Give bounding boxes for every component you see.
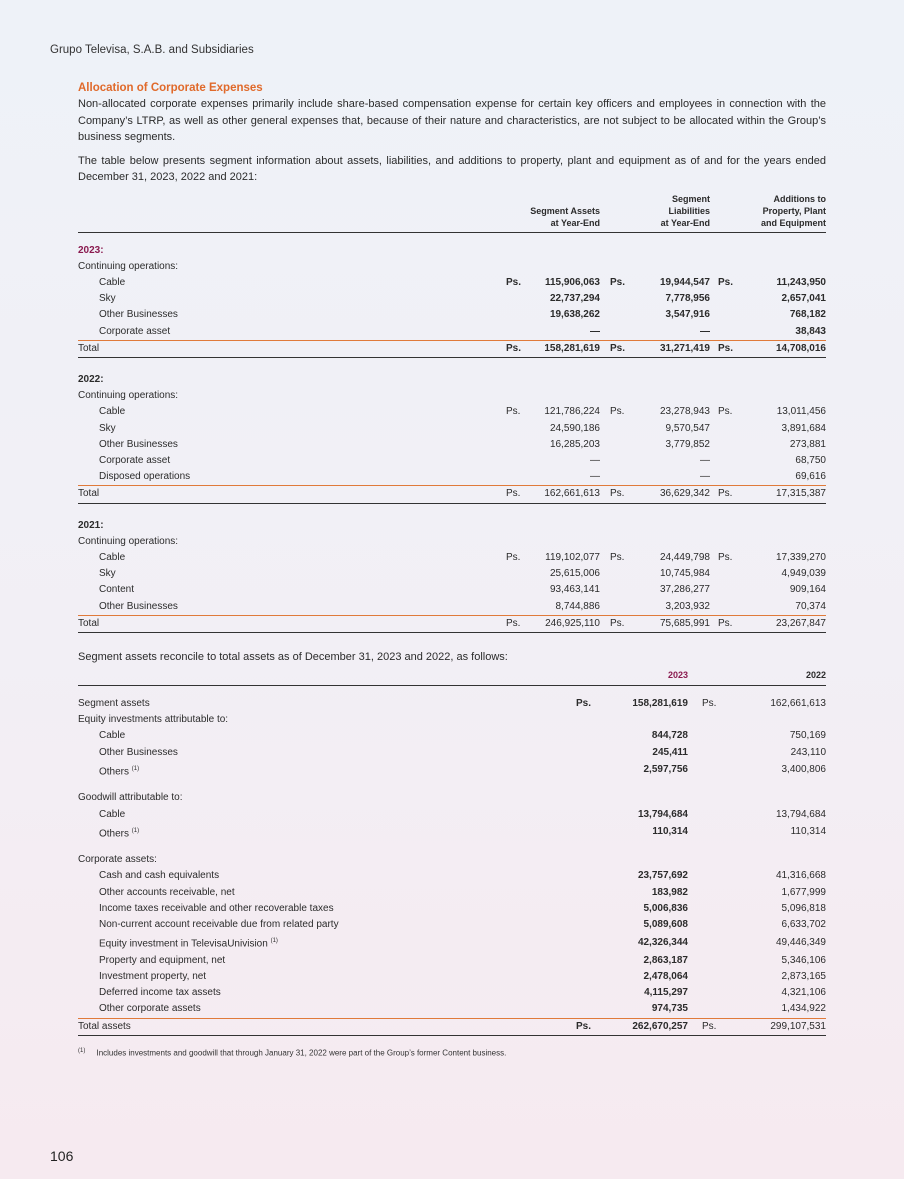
table-row: Cable Ps. 119,102,077 Ps. 24,449,798 Ps. 17,339,270 (99, 551, 826, 563)
table-row: Cash and cash equivalents 23,757,692 41,316,668 (99, 870, 826, 882)
year-2021-label: 2021: (78, 519, 104, 531)
recon-table (78, 669, 826, 1036)
table-row: Disposed operations — — 69,616 (99, 471, 826, 483)
recon-header-row: 2023 2022 (78, 669, 826, 686)
total-row-2023: Total Ps. 158,281,619 Ps. 31,271,419 Ps. 14,708,016 (78, 340, 826, 357)
table-row: Cable 13,794,684 13,794,684 (99, 808, 826, 820)
table-row: Other corporate assets 974,735 1,434,922 (99, 1003, 826, 1015)
table-row: Content 93,463,141 37,286,277 909,164 (99, 584, 826, 596)
table-row: Others $^{(1)}$ 2,597,756 3,400,806 (99, 764, 826, 778)
page-number: 106 (50, 1148, 74, 1164)
continuing-2022: Continuing operations: (78, 390, 179, 402)
table-row: Sky 22,737,294 7,778,956 2,657,041 (99, 293, 826, 305)
table-row: Other Businesses 19,638,262 3,547,916 768,182 (99, 309, 826, 321)
table-row: Others $^{(1)}$ 110,314 110,314 (99, 826, 826, 840)
table-row: Corporate asset — — 68,750 (99, 454, 826, 466)
table-row: Other Businesses 8,744,886 3,203,932 70,374 (99, 600, 826, 612)
footnote: $^{(1)}$ Includes investments and goodwill that through January 31, 2022 were part of the Group’s former Content business. (78, 1047, 507, 1058)
company-header: Grupo Televisa, S.A.B. and Subsidiaries (50, 44, 254, 56)
segment-assets-row: Segment assets Ps. 158,281,619 Ps. 162,661,613 (78, 697, 826, 709)
year-2023-label: 2023: (78, 244, 104, 256)
year-2022-label: 2022: (78, 373, 104, 385)
segment-table (78, 193, 826, 633)
table-row: Deferred income tax assets 4,115,297 4,321,106 (99, 987, 826, 999)
recon-title: Segment assets reconcile to total assets as of December 31, 2023 and 2022, as follows: (78, 650, 508, 663)
segment-header-row-2: Segment Assets Liabilities Property, Plant (530, 205, 826, 216)
total-row-2021: Total Ps. 246,925,110 Ps. 75,685,991 Ps. 23,267,847 (78, 615, 826, 632)
table-row: Cable Ps. 115,906,063 Ps. 19,944,547 Ps. 11,243,950 (99, 276, 826, 288)
equity-label-row: Equity investments attributable to: (78, 714, 229, 726)
table-row: Non-current account receivable due from related party 5,089,608 6,633,702 (99, 919, 826, 931)
table-row: Cable Ps. 121,786,224 Ps. 23,278,943 Ps. 13,011,456 (99, 406, 826, 418)
continuing-2023: Continuing operations: (78, 260, 179, 272)
page-content (78, 80, 826, 1057)
total-row-2022: Total Ps. 162,661,613 Ps. 36,629,342 Ps. 17,315,387 (78, 486, 826, 503)
continuing-2021: Continuing operations: (78, 535, 179, 547)
paragraph-table-intro: The table below presents segment information about assets, liabilities, and additions to property, plant and equipment as of and for the years ended December 31, 2023, 2022 and 2021: (78, 154, 826, 183)
table-row: Corporate asset — — 38,843 (99, 325, 826, 337)
table-row: Investment property, net 2,478,064 2,873,165 (99, 971, 826, 982)
table-row: Sky 25,615,006 10,745,984 4,949,039 (99, 568, 826, 580)
section-title: Allocation of Corporate Expenses (78, 82, 263, 94)
table-row: Other Businesses 16,285,203 3,779,852 273,881 (99, 438, 826, 450)
segment-header-row-1: Segment Additions to (671, 193, 826, 204)
table-row: Cable 844,728 750,169 (99, 730, 826, 742)
table-row: Other accounts receivable, net 183,982 1,677,999 (99, 886, 826, 898)
paragraph-corporate-expenses: Non-allocated corporate expenses primarily include share-based compensation expense for certain key officers and employees in connection with the Company’s LTRP, as well as other general expenses that, because of their nature and characteristics, are not subject to be allocated within the Group’s business segments. (78, 98, 826, 143)
corporate-label-row: Corporate assets: (78, 854, 157, 866)
segment-header-row-3: at Year-End at Year-End and Equipment (78, 217, 826, 233)
table-row: Income taxes receivable and other recoverable taxes 5,006,836 5,096,818 (99, 902, 826, 914)
total-assets-row: Total assets Ps. 262,670,257 Ps. 299,107,531 (78, 1018, 826, 1035)
table-row: Sky 24,590,186 9,570,547 3,891,684 (99, 422, 826, 434)
table-row: Equity investment in TelevisaUnivision $^{(1)}$ 42,326,344 49,446,349 (99, 936, 826, 950)
goodwill-label-row: Goodwill attributable to: (78, 792, 183, 804)
table-row: Property and equipment, net 2,863,187 5,346,106 (99, 954, 826, 966)
table-row: Other Businesses 245,411 243,110 (99, 746, 826, 758)
